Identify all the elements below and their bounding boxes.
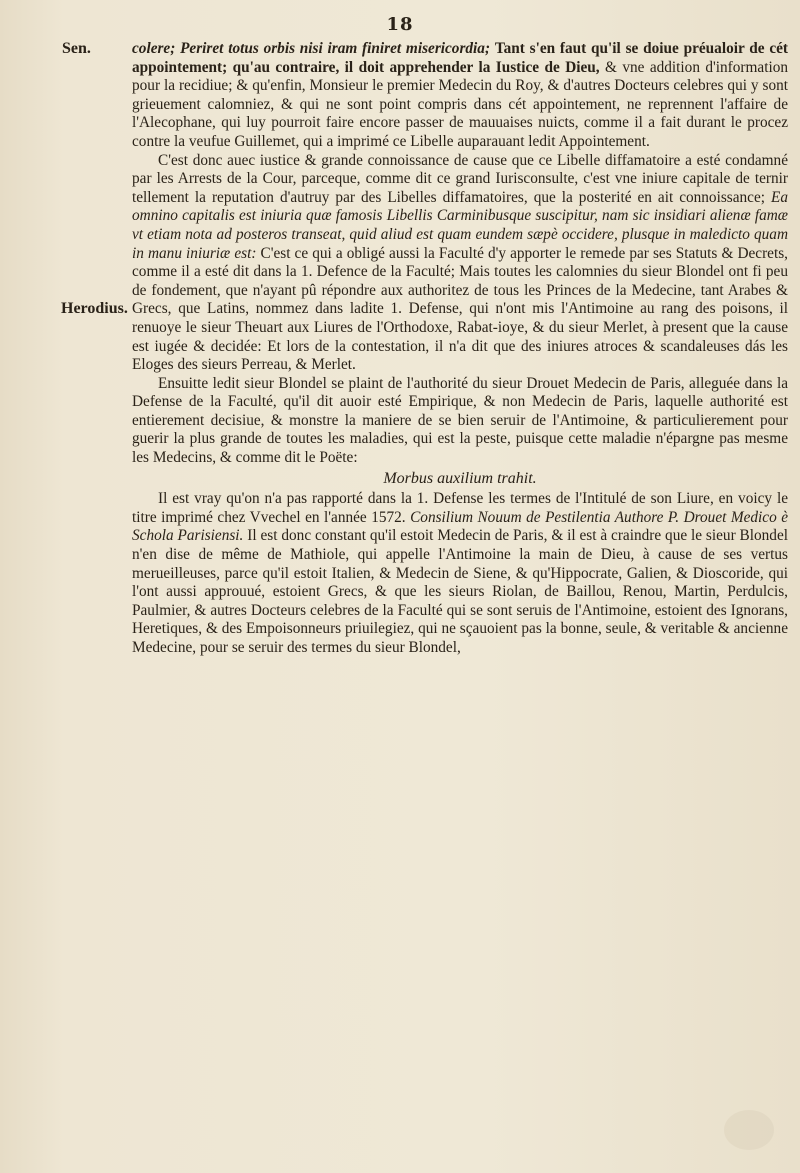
text-segment: C'est ce qui a obligé aussi la Faculté d'y apporter le remede par ses Statuts & Decrets, comme il a esté dit dans la 1. Defence de la Faculté; Mais toutes les calomnies du sieur Blondel ont fi peu de fondement, que n'ayant pû répondre aux authoritez de tous les Princes de la Medecine, tant Arabes & Grecs, que Latins, nommez dans ladite 1. Defense, qui n'ont mis l'Antimoine au rang des poisons, il renuoye le sieur Theuart aux Liures de l'Orthodoxe, Rabat-ioye, & du sieur Merlet, à present que la cause est iugée & decidée: Et lors de la contestation, il n'a dit que des iniures atroces & scandaleuses dás les Eloges des sieurs Perreau, & Merlet. xyxy=(132,244,788,374)
text-segment: Ensuitte ledit sieur Blondel se plaint de l'authorité du sieur Drouet Medecin de Paris, alleguée dans la Defense de la Faculté, qu'il dit auoir esté Empirique, & non Medecin de Paris, laquelle authorité est entierement decisiue, & monstre la maniere de se bien seruir de l'Antimoine, & particulierement pour guerir la plus grande de toutes les maladies, qui est la peste, puisque cette maladie n'épargne pas mesme les Medecins, & comme dit le Poëte: xyxy=(132,374,788,467)
text-segment: colere; Periret totus orbis nisi iram finiret misericordia; xyxy=(132,40,495,57)
paragraph-1 xyxy=(132,40,788,152)
text-segment: Consilium Nouum de Pestilentia Authore P. Drouet Medico è Schola Parisiensi. xyxy=(132,508,788,545)
margin-note-herodius: Herodius. xyxy=(61,300,128,317)
margin-note-sen: Sen. xyxy=(62,40,91,57)
text-segment: Il est donc constant qu'il estoit Medecin de Paris, & il est à craindre que le sieur Blondel n'en dise de même de Mathiole, qui appelle l'Antimoine la main de Dieu, à cause de ses vertus merueilleuses, parce qu'il estoit Italien, & Medecin de Siene, & qu'Hippocrate, Galien, & Dioscoride, qui l'ont aussi approuué, estoient Grecs, & que les sieurs Riolan, de Baillou, Renou, Martin, Perdulcis, Paulmier, & autres Docteurs celebres de la Faculté qui se sont seruis de l'Antimoine, estoient des Ignorans, Heretiques, & des Empoisonneurs priuilegiez, qui ne sçauoient pas la bonne, seule, & veritable & ancienne Medecine, pour se seruir des termes du sieur Blondel, xyxy=(132,527,788,656)
text-segment: Ea omnino capitalis est iniuria quæ famosis Libellis Carminibusque suscipitur, nam sic insidiari alienæ famæ vt etiam nota ad posteros transeat, quid aliud est quam eundem sæpè occidere, plusque in maledicto quam in manu iniuriæ est: xyxy=(132,188,788,262)
paragraph-4 xyxy=(132,490,788,657)
text-segment: & vne addition d'information pour la recidiue; & qu'enfin, Monsieur le premier Medecin du Roy, & d'autres Docteurs celebres qui y sont grieuement calomniez, & qui ne sont point compris dans cét appointement, ne reprennent l'affaire de l'Alecophane, qui luy pourroit faire encore passer de mauuaises nuicts, comme il a fait durant le procez contre la veufue Guillemet, qui a imprimé ce Libelle auparauant ledit Appointement. xyxy=(132,58,789,150)
paragraph-2 xyxy=(132,152,788,375)
paragraph-3 xyxy=(132,375,788,468)
paper-stain xyxy=(724,1110,774,1150)
text-segment: Il est vray qu'on n'a pas rapporté dans la 1. Defense les termes de l'Intitulé de son Liure, en voicy le titre imprimé chez Vvechel en l'année 1572. xyxy=(132,490,788,526)
text-segment: Tant s'en faut qu'il se doiue préualoir de cét appointement; qu'au contraire, il doit apprehender la Iustice de Dieu, xyxy=(132,40,788,76)
latin-quote: Morbus auxilium trahit. xyxy=(383,469,537,487)
page-number: 18 xyxy=(386,14,414,35)
text-segment: C'est donc auec iustice & grande connoissance de cause que ce Libelle diffamatoire a esté condamné par les Arrests de la Cour, parceque, comme dit ce grand Iurisconsulte, c'est vne iniure capitale de ternir tellement la reputation d'autruy par des Libelles diffamatoires, que la posterité en ait connoissance; xyxy=(132,151,788,206)
body-text xyxy=(132,40,788,658)
